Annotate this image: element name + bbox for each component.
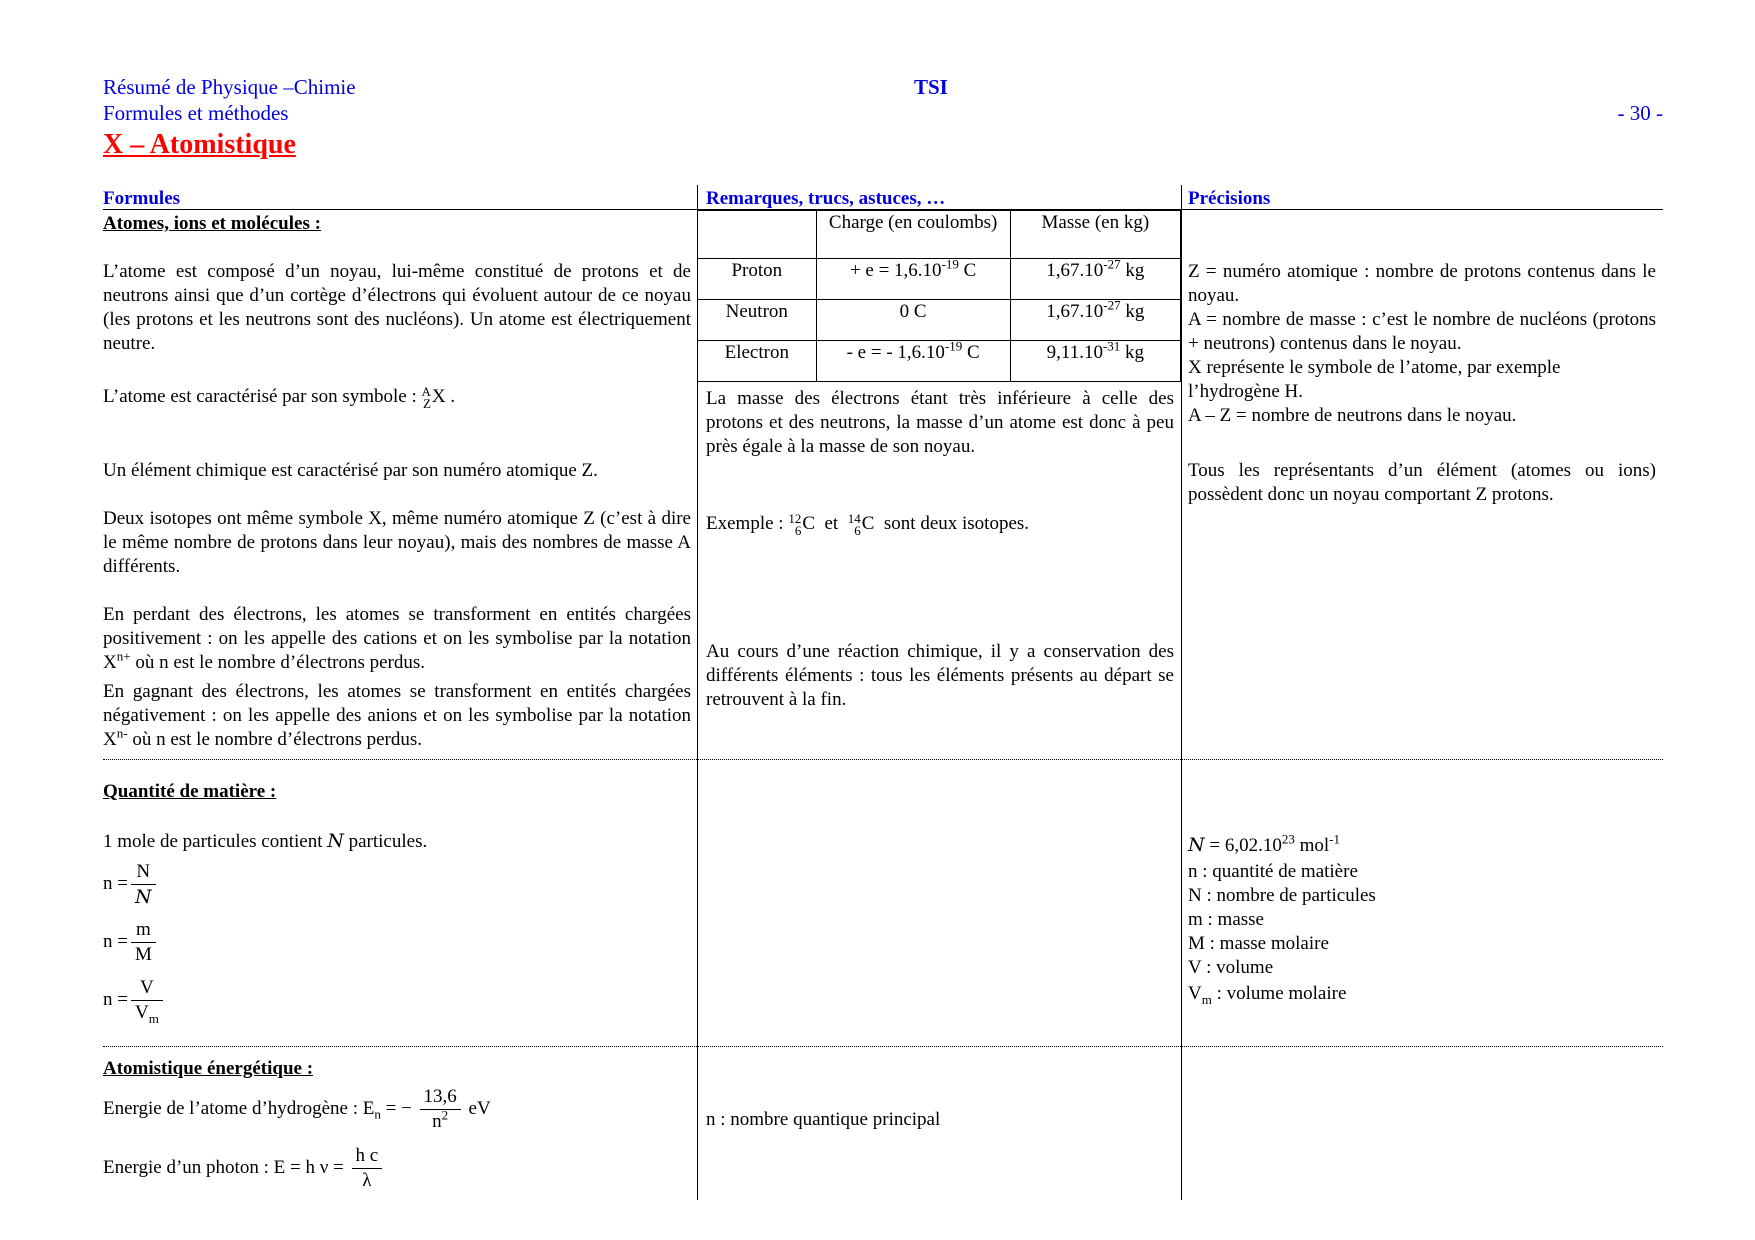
table-row — [698, 300, 1181, 341]
remark-conservation: Au cours d’une réaction chimique, il y a conservation des différents éléments : tous les éléments présents au départ se retrouvent à la fin. — [706, 641, 1174, 710]
remark-quantum-number: n : nombre quantique principal — [706, 1109, 941, 1130]
particle-mass: $1,67.10^{-27}$ kg — [1010, 300, 1180, 341]
formula-photon-energy: Energie d’un photon : E = h ν = $\frac{\text{h c}}{\lambda}$ — [103, 1144, 385, 1193]
formula-hydrogen-energy: Energie de l’atome d’hydrogène : $E_n$ = − $\frac{13,6}{n^2}$ eV — [103, 1086, 491, 1132]
particle-name: Electron — [698, 341, 817, 382]
atomes-anions-text: En gagnant des électrons, les atomes se transforment en entités chargées négativement : on les appelle des anions et on les symbolise par la notation $X^{n-}$ où n est le nombre d’électrons perdus. — [103, 681, 691, 750]
atomes-heading: Atomes, ions et molécules : — [103, 213, 321, 234]
formula-n-particles: n = $\frac{N}{N}$ — [103, 860, 159, 909]
col-heading-formules: Formules — [103, 188, 181, 209]
precision-z: Z = numéro atomique : nombre de protons contenus dans le noyau. — [1188, 261, 1656, 306]
quantite-mole-text: 1 mole de particules contient N particules. — [103, 830, 428, 852]
precision-neutrons: A – Z = nombre de neutrons dans le noyau. — [1188, 405, 1517, 426]
atomes-isotopes-text: Deux isotopes ont même symbole X, même numéro atomique Z (c’est à dire le même nombre de protons dans leur noyau), mais des nombres de masse A différents. — [103, 508, 691, 577]
col-heading-precisions: Précisions — [1188, 188, 1271, 209]
atomes-symbol-text: L’atome est caractérisé par son symbole : A Z X . — [103, 383, 456, 411]
remark-electron-mass: La masse des électrons étant très inférieure à celle des protons et des neutrons, la masse d’un atome est donc à peu près égale à la masse de son noyau. — [706, 388, 1174, 457]
section-divider-1 — [103, 759, 1663, 760]
legend-M: M : masse molaire — [1188, 933, 1329, 954]
particle-charge: 0 C — [816, 300, 1010, 341]
doc-header-subtitle: Formules et méthodes — [103, 101, 289, 125]
section-divider-2 — [103, 1046, 1663, 1047]
formula-n-mass: n = $\frac{m}{M}$ — [103, 918, 159, 967]
particle-mass: $1,67.10^{-27}$ kg — [1010, 259, 1180, 300]
legend-Vm: $V_m$ : volume molaire — [1188, 983, 1347, 1007]
precision-x: X représente le symbole de l’atome, par exemple l’hydrogène H. — [1188, 357, 1561, 402]
particle-name: Neutron — [698, 300, 817, 341]
col-heading-remarques: Remarques, trucs, astuces, … — [706, 188, 946, 209]
table-row — [698, 259, 1181, 300]
doc-header-class: TSI — [914, 75, 948, 99]
section-title: X – Atomistique — [103, 129, 296, 160]
precision-a: A = nombre de masse : c’est le nombre de nucléons (protons + neutrons) contenus dans le noyau. — [1188, 309, 1656, 354]
column-divider-2 — [1181, 185, 1182, 1200]
particle-charge: - e = - $1,6.10^{-19}$ C — [816, 341, 1010, 382]
legend-N: N : nombre de particules — [1188, 885, 1376, 906]
doc-header-subject: Résumé de Physique –Chimie — [103, 75, 356, 99]
table-header-mass: Masse (en kg) — [1010, 211, 1180, 259]
particle-charge: + $e = 1,6.10^{-19}$ C — [816, 259, 1010, 300]
atom-symbol-notation: A Z — [421, 383, 431, 411]
formula-n-volume: n = $\frac{V}{V_m}$ — [103, 976, 166, 1025]
table-header-empty — [698, 211, 817, 259]
legend-m: m : masse — [1188, 909, 1264, 930]
remark-isotope-example: Exemple : 12 6 C et 14 6 C sont deux isotopes. — [706, 510, 1030, 538]
quantite-heading: Quantité de matière : — [103, 781, 277, 802]
page-number: - 30 - — [1617, 101, 1663, 125]
precision-element: Tous les représentants d’un élément (atomes ou ions) possèdent donc un noyau comportant Z protons. — [1188, 460, 1656, 505]
particle-table — [697, 210, 1181, 382]
atomes-cations-text: En perdant des électrons, les atomes se transforment en entités chargées positivement : on les appelle des cations et on les symbolise par la notation $X^{n+}$ où n est le nombre d’électrons perdus. — [103, 604, 691, 673]
energetique-heading: Atomistique énergétique : — [103, 1058, 314, 1079]
table-header-charge: Charge (en coulombs) — [816, 211, 1010, 259]
atomes-element-text: Un élément chimique est caractérisé par son numéro atomique Z. — [103, 460, 598, 481]
table-row — [698, 341, 1181, 382]
particle-mass: $9,11.10^{-31}$ kg — [1010, 341, 1180, 382]
legend-V: V : volume — [1188, 957, 1274, 978]
legend-n: n : quantité de matière — [1188, 861, 1358, 882]
particle-name: Proton — [698, 259, 817, 300]
avogadro-constant: $N = 6,02.10^{23}$ mol$^{-1}$ — [1188, 831, 1340, 856]
atomes-composition-text: L’atome est composé d’un noyau, lui-même constitué de protons et de neutrons ainsi que d’un cortège d’électrons qui évoluent autour de ce noyau (les protons et les neutrons sont des nucléons). Un atome est électriquement neutre. — [103, 261, 691, 354]
